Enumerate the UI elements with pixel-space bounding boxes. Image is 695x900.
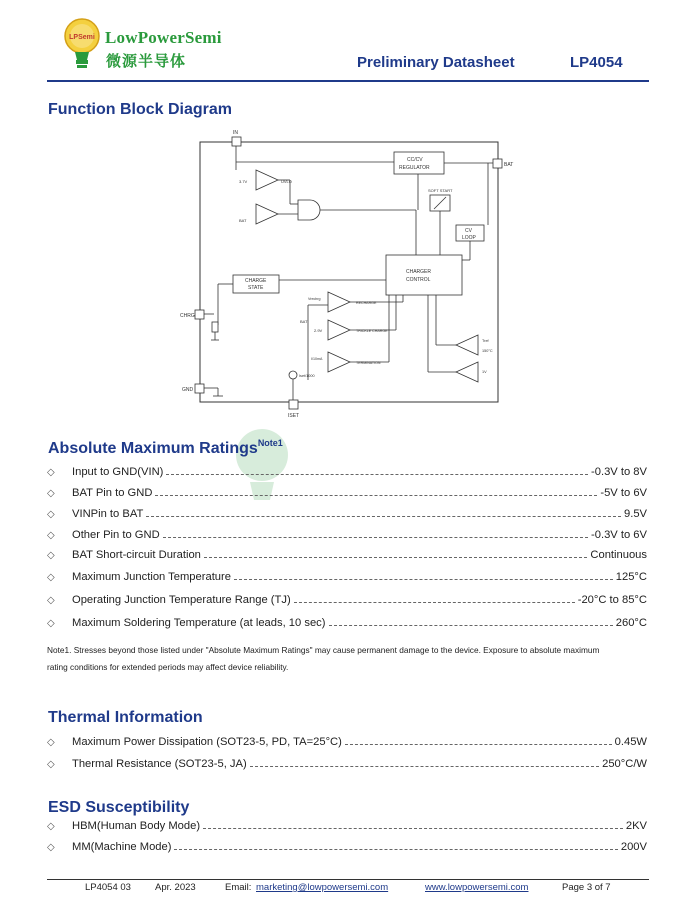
pin-iset-label: ISET	[288, 413, 300, 419]
footer-website-link[interactable]: www.lowpowersemi.com	[425, 882, 529, 893]
rating-row	[47, 547, 647, 563]
footer-email-label: Email:	[225, 882, 252, 893]
rating-label: BAT Pin to GND	[72, 487, 153, 499]
svg-text:CONTROL: CONTROL	[406, 277, 431, 283]
svg-text:150°C: 150°C	[482, 349, 493, 353]
diamond-bullet-icon: ◇	[47, 549, 55, 561]
thermal-title: Thermal Information	[48, 709, 203, 726]
abs-max-title: Absolute Maximum Ratings$^{Note1}$	[48, 438, 283, 457]
rating-label: BAT Short-circuit Duration	[72, 549, 201, 561]
leader-dots	[163, 537, 588, 538]
rating-row	[47, 569, 647, 585]
note-text: Note1. Stresses beyond those listed under "Absolute Maximum Ratings" may cause permanent damage to the device. Exposure to absolute maximum rating conditions for extended periods may affect device reliability.	[47, 645, 600, 672]
pin-in-label: IN	[233, 130, 238, 136]
svg-text:CHARGE: CHARGE	[245, 278, 267, 284]
pin-bat-label: BAT	[504, 162, 514, 168]
rating-row	[47, 527, 647, 543]
svg-text:Iset/1000: Iset/1000	[299, 374, 315, 378]
logo-cn-name: 微源半导体	[106, 53, 187, 70]
rating-label: Other Pin to GND	[72, 529, 160, 541]
svg-text:TRICKLE CHARGE: TRICKLE CHARGE	[356, 329, 388, 333]
diamond-bullet-icon: ◇	[47, 820, 55, 832]
footer-doc-id: LP4054 03	[85, 882, 131, 893]
leader-dots	[146, 516, 621, 517]
footer-rule	[47, 879, 649, 880]
svg-text:UVLO: UVLO	[281, 179, 292, 184]
svg-text:1V: 1V	[482, 370, 487, 374]
pin-bat-box	[493, 159, 502, 168]
rating-value: 250°C/W	[602, 758, 647, 770]
diamond-bullet-icon: ◇	[47, 529, 55, 541]
pin-chrg-label: CHRG	[180, 313, 195, 319]
diamond-bullet-icon: ◇	[47, 571, 55, 583]
svg-text:CV: CV	[465, 228, 472, 234]
svg-text:RECHARGE: RECHARGE	[356, 301, 377, 305]
logo-name: LowPowerSemi	[105, 28, 222, 47]
leader-dots	[294, 602, 575, 603]
diamond-bullet-icon: ◇	[47, 594, 55, 606]
pin-gnd-box	[195, 384, 204, 393]
leader-dots	[345, 744, 612, 745]
rating-label: Maximum Junction Temperature	[72, 571, 231, 583]
logo-bulb-icon	[62, 16, 102, 72]
rating-row	[47, 506, 647, 522]
part-number: LP4054	[570, 54, 623, 71]
rating-label: MM(Machine Mode)	[72, 841, 172, 853]
rating-value: Continuous	[590, 549, 647, 561]
diamond-bullet-icon: ◇	[47, 487, 55, 499]
svg-text:2.9V: 2.9V	[314, 328, 323, 333]
rating-value: 0.45W	[614, 736, 647, 748]
rating-value: 125°C	[615, 571, 647, 583]
footer-page-number: Page 3 of 7	[562, 882, 611, 893]
rating-value: -20°C to 85°C	[577, 594, 647, 606]
leader-dots	[204, 557, 587, 558]
block-diagram-title: Function Block Diagram	[48, 101, 233, 118]
leader-dots	[250, 766, 599, 767]
svg-text:I/10mA: I/10mA	[311, 357, 323, 361]
rating-row	[47, 818, 647, 834]
rating-label: Operating Junction Temperature Range (TJ)	[72, 594, 291, 606]
rating-row	[47, 615, 647, 631]
rating-value: -5V to 6V	[600, 487, 647, 499]
svg-text:3.7V: 3.7V	[239, 179, 248, 184]
pin-iset-box	[289, 400, 298, 409]
pin-in-box	[232, 137, 241, 146]
rating-value: -0.3V to 6V	[591, 529, 647, 541]
svg-text:BAT: BAT	[300, 319, 308, 324]
esd-title: ESD Susceptibility	[48, 799, 190, 816]
svg-text:SOFT START: SOFT START	[428, 188, 453, 193]
rating-value: 200V	[620, 841, 647, 853]
rating-row	[47, 734, 647, 750]
leader-dots	[329, 625, 613, 626]
leader-dots	[155, 495, 597, 496]
rating-label: VINPin to BAT	[72, 508, 144, 520]
svg-text:CHARGER: CHARGER	[406, 269, 432, 275]
rating-row	[47, 839, 647, 855]
svg-text:STATE: STATE	[248, 285, 264, 291]
svg-text:Vrechrg: Vrechrg	[308, 297, 321, 301]
leader-dots	[174, 849, 617, 850]
rating-value: 2KV	[625, 820, 647, 832]
leader-dots	[166, 474, 588, 475]
svg-text:REGULATOR: REGULATOR	[399, 165, 430, 171]
rating-label: Thermal Resistance (SOT23-5, JA)	[72, 758, 247, 770]
footer-date: Apr. 2023	[155, 882, 196, 893]
svg-text:LOOP: LOOP	[462, 235, 476, 241]
rating-label: Maximum Power Dissipation (SOT23-5, PD, TA=25°C)	[72, 736, 342, 748]
rating-row	[47, 464, 647, 480]
header-rule	[47, 80, 649, 82]
function-block-diagram	[178, 130, 518, 420]
logo-badge-text: LPSemi	[69, 34, 95, 41]
rating-value: 260°C	[615, 617, 647, 629]
rating-label: Input to GND(VIN)	[72, 466, 164, 478]
pin-chrg-box	[195, 310, 204, 319]
svg-text:Tref: Tref	[482, 339, 489, 343]
diamond-bullet-icon: ◇	[47, 841, 55, 853]
footer-email-link[interactable]: marketing@lowpowersemi.com	[256, 882, 389, 893]
charger-control-block	[386, 255, 462, 295]
rating-value: -0.3V to 8V	[591, 466, 647, 478]
svg-text:CC/CV: CC/CV	[407, 157, 423, 163]
leader-dots	[203, 828, 623, 829]
rating-value: 9.5V	[623, 508, 647, 520]
rating-row	[47, 756, 647, 772]
diamond-bullet-icon: ◇	[47, 758, 55, 770]
note-mark: Note1	[257, 438, 283, 448]
svg-text:BAT: BAT	[239, 218, 247, 223]
rating-row	[47, 485, 647, 501]
diamond-bullet-icon: ◇	[47, 466, 55, 478]
doc-type: Preliminary Datasheet	[357, 54, 515, 71]
rating-label: HBM(Human Body Mode)	[72, 820, 201, 832]
rating-row	[47, 592, 647, 608]
svg-text:TERMINATION: TERMINATION	[356, 361, 381, 365]
rating-label: Maximum Soldering Temperature (at leads, 10 sec)	[72, 617, 326, 629]
diamond-bullet-icon: ◇	[47, 736, 55, 748]
leader-dots	[234, 579, 613, 580]
diamond-bullet-icon: ◇	[47, 617, 55, 629]
pin-gnd-label: GND	[182, 387, 194, 393]
diamond-bullet-icon: ◇	[47, 508, 55, 520]
